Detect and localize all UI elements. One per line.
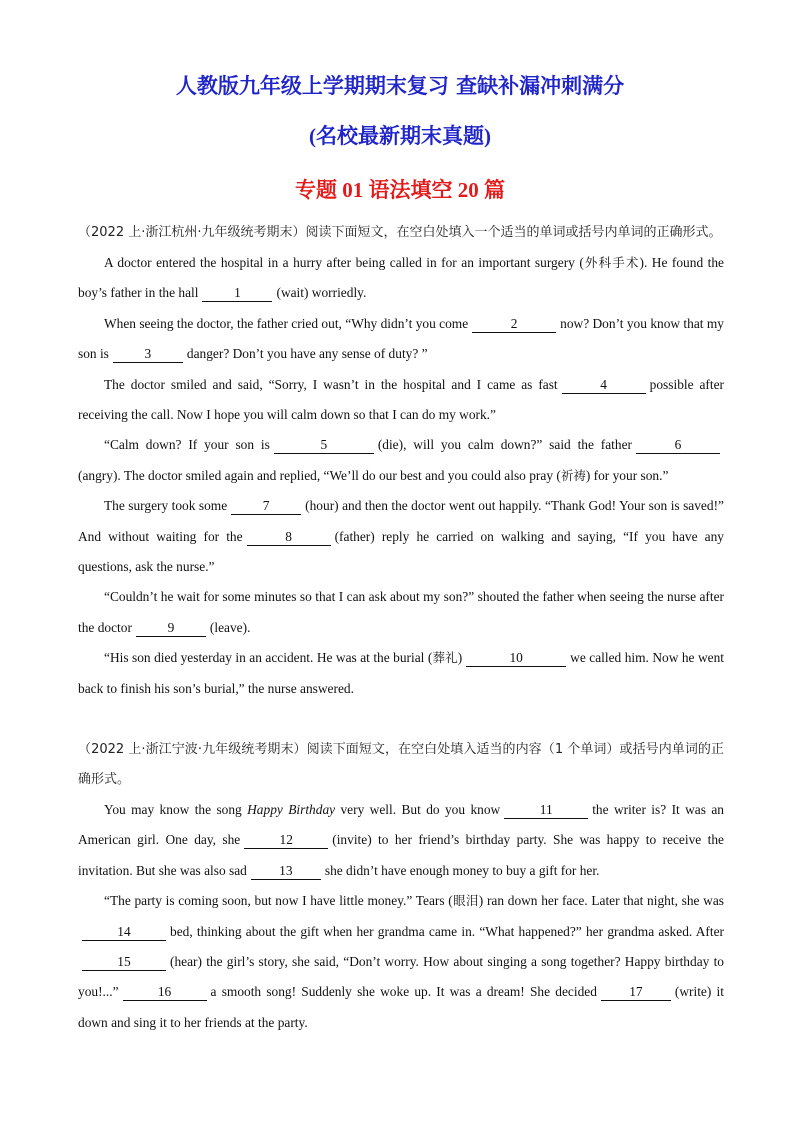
blank-1[interactable]: 1 xyxy=(202,285,272,302)
chinese-gloss: 葬礼 xyxy=(432,650,458,666)
text: “Couldn’t he wait for some minutes so that I can ask about my son?” shouted the father when seeing the nurse after the doctor xyxy=(78,589,724,635)
blank-14[interactable]: 14 xyxy=(82,924,166,941)
blank-2[interactable]: 2 xyxy=(472,316,556,333)
blank-8[interactable]: 8 xyxy=(247,529,331,546)
text: “The party is coming soon, but now I have little money.” Tears ( xyxy=(104,893,453,909)
text: A doctor entered the hospital in a hurry after being called in for an important surgery ( xyxy=(104,255,584,270)
text: possible after receiving the call. Now I hope you will calm down so that I can do my work.” xyxy=(78,376,724,423)
text: (hear) the girl’s story, she said, “Don’t worry. How about singing a song together? Happy birthday to you!...” xyxy=(78,954,724,1000)
blank-3[interactable]: 3 xyxy=(113,346,183,363)
blank-5[interactable]: 5 xyxy=(274,437,374,454)
text: (wait) worriedly. xyxy=(276,285,367,301)
text: ) for your son.” xyxy=(585,467,669,483)
text: ) xyxy=(457,650,463,666)
text: the writer is? It was an American girl. One day, she xyxy=(78,802,724,848)
text: she didn’t have enough money to buy a gift for her. xyxy=(324,862,600,878)
topic-heading: 专题 01 语法填空 20 篇 xyxy=(295,178,505,202)
text: When seeing the doctor, the father cried out, “Why didn’t you come xyxy=(104,315,469,331)
text: (invite) to her friend’s birthday party. She was happy to receive the invitation. But she was also sad xyxy=(78,832,724,878)
text: ) ran down her face. Later that night, she was xyxy=(478,893,724,909)
blank-16[interactable]: 16 xyxy=(123,984,207,1001)
blank-4[interactable]: 4 xyxy=(562,377,646,394)
chinese-gloss: 眼泪 xyxy=(452,893,479,909)
passage-1-paragraph-1 xyxy=(78,248,724,309)
passage-1-paragraph-4 xyxy=(78,430,724,491)
document-subtitle: (名校最新期末真题) xyxy=(309,124,491,148)
passage-1-paragraph-7 xyxy=(78,643,724,704)
chinese-gloss: 外科手术 xyxy=(583,255,640,270)
text: (die), will you calm down?” said the father xyxy=(377,437,632,453)
blank-12[interactable]: 12 xyxy=(244,832,328,849)
blank-10[interactable]: 10 xyxy=(466,650,566,667)
blank-6[interactable]: 6 xyxy=(636,437,720,454)
text: (father) reply he carried on walking and saying, “If you have any questions, ask the nurse.” xyxy=(78,528,725,575)
passage-2-paragraph-1 xyxy=(78,795,724,886)
document-title: 人教版九年级上学期期末复习 查缺补漏冲刺满分 xyxy=(175,74,625,98)
passage-1-paragraph-3 xyxy=(78,370,724,431)
text: (write) it down and sing it to her friends at the party. xyxy=(78,984,724,1030)
passage-1-paragraph-5 xyxy=(78,491,724,582)
song-title: Happy Birthday xyxy=(247,802,336,817)
passage-1-paragraph-2 xyxy=(78,309,724,370)
text: very well. But do you know xyxy=(340,802,501,817)
blank-7[interactable]: 7 xyxy=(231,498,301,515)
text: now? Don’t you know that my son is xyxy=(78,315,724,362)
passage-2-paragraph-2 xyxy=(78,886,724,1038)
text: (leave). xyxy=(209,619,251,635)
text: (angry). The doctor smiled again and replied, “We’ll do our best and you could also pray ( xyxy=(78,467,561,483)
blank-15[interactable]: 15 xyxy=(82,954,166,971)
passage-2 xyxy=(78,735,724,1038)
blank-9[interactable]: 9 xyxy=(136,620,206,637)
text: You may know the song xyxy=(104,802,242,817)
text: bed, thinking about the gift when her grandma came in. “What happened?” her grandma asked. After xyxy=(170,923,724,939)
text: “His son died yesterday in an accident. He was at the burial ( xyxy=(104,650,433,666)
text: “Calm down? If your son is xyxy=(104,437,270,453)
text: ). He found the boy’s father in the hall xyxy=(78,255,724,301)
passage-1-source: （2022 上·浙江杭州·九年级统考期末）阅读下面短文，在空白处填入一个适当的单词或括号内单词的正确形式。 xyxy=(78,225,722,240)
text: (hour) and then the doctor went out happily. “Thank God! Your son is saved!” And without waiting for the xyxy=(78,498,724,544)
passage-1-paragraph-6 xyxy=(78,582,724,643)
blank-17[interactable]: 17 xyxy=(601,984,671,1001)
blank-13[interactable]: 13 xyxy=(251,863,321,880)
passage-2-source: （2022 上·浙江宁波·九年级统考期末）阅读下面短文，在空白处填入适当的内容（1 个单词）或括号内单词的正确形式。 xyxy=(78,742,724,787)
passage-1 xyxy=(78,218,724,704)
text: a smooth song! Suddenly she woke up. It was a dream! She decided xyxy=(210,984,597,1000)
text: The doctor smiled and said, “Sorry, I wasn’t in the hospital and I came as fast xyxy=(104,376,558,392)
blank-11[interactable]: 11 xyxy=(504,802,588,819)
text: danger? Don’t you have any sense of duty? ” xyxy=(186,346,428,362)
chinese-gloss: 祈祷 xyxy=(560,467,586,483)
text: we called him. Now he went back to finish his son’s burial,” the nurse answered. xyxy=(78,650,724,696)
text: The surgery took some xyxy=(104,498,228,514)
